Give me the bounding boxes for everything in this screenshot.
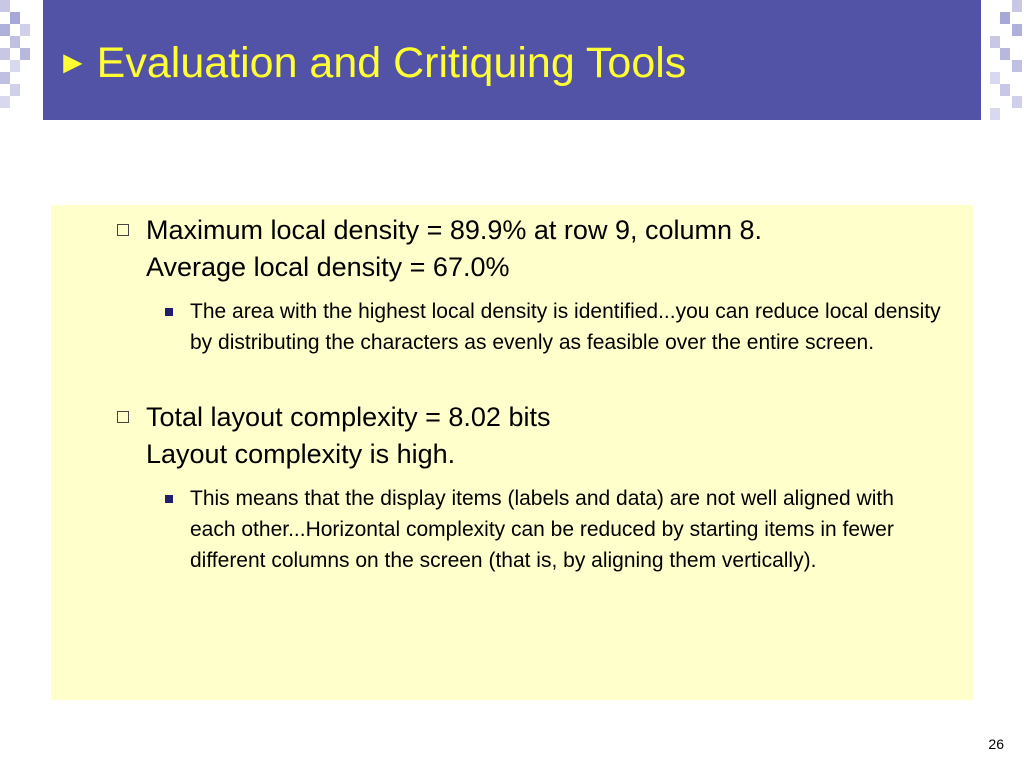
bullet-item	[95, 399, 965, 473]
decorative-square	[0, 0, 10, 12]
decorative-square	[1012, 24, 1022, 36]
decorative-square	[990, 108, 1000, 120]
decorative-square	[990, 36, 1000, 48]
decorative-square	[10, 12, 20, 24]
filled-square-bullet-icon	[165, 308, 173, 316]
bullet-line: Total layout complexity = 8.02 bits	[146, 402, 551, 432]
decorative-square	[0, 72, 10, 84]
sub-bullet-item	[145, 296, 945, 358]
decorative-square	[990, 72, 1000, 84]
decorative-square	[10, 84, 20, 96]
decorative-square	[1000, 84, 1010, 96]
bullet-line: Maximum local density = 89.9% at row 9, column 8.	[146, 215, 763, 245]
hollow-square-bullet-icon	[117, 411, 129, 423]
decorative-square	[0, 96, 10, 108]
decorative-square	[20, 48, 30, 60]
hollow-square-bullet-icon	[117, 224, 129, 236]
sub-bullet-item	[145, 483, 945, 576]
decorative-square	[10, 36, 20, 48]
decorative-square	[1000, 12, 1010, 24]
bullet-line: Layout complexity is high.	[146, 439, 456, 469]
decorative-square	[10, 60, 20, 72]
page-number: 26	[988, 736, 1004, 752]
decorative-square	[1000, 48, 1010, 60]
bullet-item	[95, 212, 965, 286]
bullet-text	[146, 212, 965, 286]
slide-title-text: Evaluation and Critiquing Tools	[96, 39, 687, 87]
decorative-square	[1012, 0, 1022, 12]
triangle-arrow-icon: ►	[57, 44, 89, 80]
slide-title	[57, 38, 686, 87]
decorative-square	[1012, 60, 1022, 72]
sub-bullet-text: The area with the highest local density is identified...you can reduce local density by distributing the characters as evenly as feasible over the entire screen.	[190, 300, 941, 354]
bullet-text	[146, 399, 965, 473]
decorative-square	[20, 24, 30, 36]
bullet-line: Average local density = 67.0%	[146, 252, 510, 282]
sub-bullet-text: This means that the display items (labels and data) are not well aligned with each other...Horizontal complexity can be reduced by starting items in fewer different columns on the screen (that is, by aligning them vertically).	[190, 487, 894, 572]
filled-square-bullet-icon	[165, 495, 173, 503]
decorative-square	[1012, 96, 1022, 108]
decorative-square	[0, 48, 10, 60]
decorative-square	[0, 24, 10, 36]
